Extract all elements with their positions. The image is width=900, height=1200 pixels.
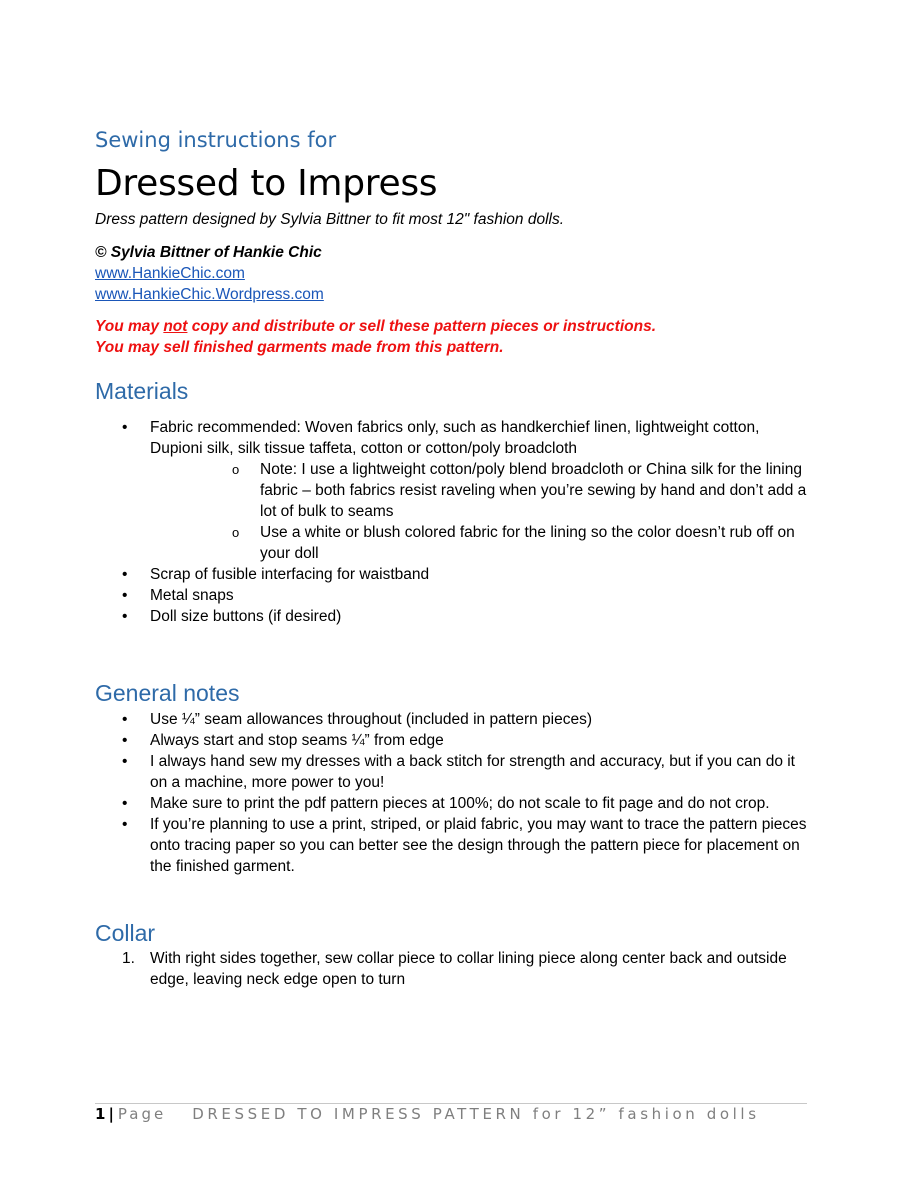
document-subtitle: Sewing instructions for xyxy=(95,128,337,152)
hankiechic-wordpress-link[interactable]: www.HankieChic.Wordpress.com xyxy=(95,286,324,303)
fabric-sublist xyxy=(150,459,810,564)
list-item xyxy=(95,417,810,564)
sub-bullet-icon: o xyxy=(232,525,240,540)
copyright-notice: © Sylvia Bittner of Hankie Chic xyxy=(95,244,322,261)
general-notes-list xyxy=(95,709,810,877)
material-snaps: Metal snaps xyxy=(150,587,234,604)
document-title: Dressed to Impress xyxy=(95,163,438,204)
list-item xyxy=(95,585,810,606)
page-footer xyxy=(95,1105,760,1123)
materials-list xyxy=(95,417,810,627)
collar-heading: Collar xyxy=(95,920,156,946)
general-note: If you’re planning to use a print, striped, or plaid fabric, you may want to trace the pattern pieces onto tracing paper so you can better see the design through the pattern piece for placement on the finished garment. xyxy=(150,816,807,875)
bullet-icon: • xyxy=(122,711,128,728)
footer-separator: | xyxy=(108,1105,114,1123)
bullet-icon: • xyxy=(122,419,128,436)
list-item xyxy=(95,751,810,793)
page-number: 1 xyxy=(95,1105,106,1123)
general-note: I always hand sew my dresses with a back stitch for strength and accuracy, but if you can do it on a machine, more power to you! xyxy=(150,753,795,791)
general-note: Use ¼” seam allowances throughout (included in pattern pieces) xyxy=(150,711,592,728)
list-item xyxy=(95,814,810,877)
step-number: 1. xyxy=(122,950,135,967)
bullet-icon: • xyxy=(122,608,128,625)
list-item xyxy=(95,948,810,990)
copy-warning-emphasis: not xyxy=(163,318,188,335)
general-notes-heading: General notes xyxy=(95,680,240,706)
copy-warning-post: copy and distribute or sell these pattern pieces or instructions. xyxy=(187,318,657,335)
page-label: Page xyxy=(117,1105,167,1123)
copy-warning-pre: You may xyxy=(95,318,164,335)
list-item xyxy=(95,730,810,751)
list-item xyxy=(95,709,810,730)
material-buttons: Doll size buttons (if desired) xyxy=(150,608,342,625)
lining-note: Note: I use a lightweight cotton/poly blend broadcloth or China silk for the lining fabric – both fabrics resist raveling when you’re sewing by hand and don’t add a lot of bulk to seams xyxy=(260,461,807,520)
bullet-icon: • xyxy=(122,587,128,604)
hankiechic-website-link[interactable]: www.HankieChic.com xyxy=(95,265,245,282)
bullet-icon: • xyxy=(122,566,128,583)
list-item xyxy=(95,793,810,814)
lining-color-note: Use a white or blush colored fabric for the lining so the color doesn’t rub off on your doll xyxy=(260,524,795,562)
collar-steps xyxy=(95,948,810,990)
footer-divider xyxy=(95,1103,807,1104)
list-item xyxy=(150,522,810,564)
footer-document-title: DRESSED TO IMPRESS PATTERN for 12” fashion dolls xyxy=(192,1105,760,1123)
list-item xyxy=(95,564,810,585)
sub-bullet-icon: o xyxy=(232,462,240,477)
material-interfacing: Scrap of fusible interfacing for waistband xyxy=(150,566,430,583)
general-note: Make sure to print the pdf pattern pieces at 100%; do not scale to fit page and do not crop. xyxy=(150,795,770,812)
material-fabric: Fabric recommended: Woven fabrics only, such as handkerchief linen, lightweight cotton, Dupioni silk, silk tissue taffeta, cotton or cotton/poly broadcloth xyxy=(150,419,760,457)
list-item xyxy=(150,459,810,522)
list-item xyxy=(95,606,810,627)
bullet-icon: • xyxy=(122,732,128,749)
sell-permission: You may sell finished garments made from this pattern. xyxy=(95,339,504,356)
bullet-icon: • xyxy=(122,816,128,833)
general-note: Always start and stop seams ¼” from edge xyxy=(150,732,444,749)
collar-step: With right sides together, sew collar piece to collar lining piece along center back and outside edge, leaving neck edge open to turn xyxy=(150,950,787,988)
copy-warning xyxy=(95,318,656,336)
tagline: Dress pattern designed by Sylvia Bittner to fit most 12" fashion dolls. xyxy=(95,211,565,228)
bullet-icon: • xyxy=(122,795,128,812)
bullet-icon: • xyxy=(122,753,128,770)
materials-heading: Materials xyxy=(95,378,189,404)
